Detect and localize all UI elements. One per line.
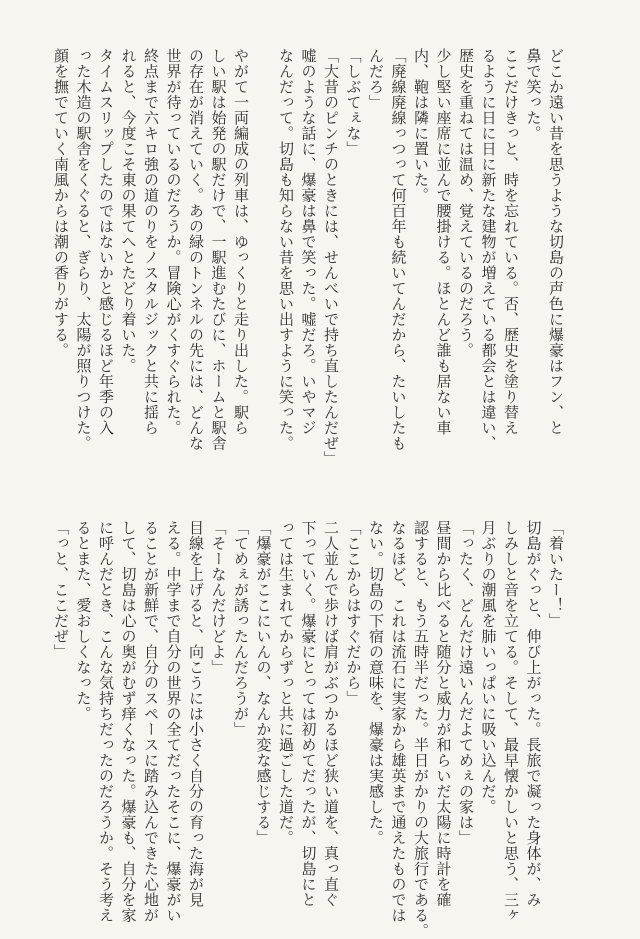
- text-line: った木造の駅舎をくぐると、ぎらり、太陽が照りつけた。: [74, 48, 93, 451]
- text-line: んだろ」: [367, 48, 385, 110]
- text-line: 嘘のような話に、爆豪は鼻で笑った。嘘だろ。いやマジ: [299, 48, 318, 436]
- text-line: 目線を上げると、向こうには小さく自分の育った海が見: [187, 520, 205, 908]
- text-line: るとまた、愛おしくなった。: [74, 520, 93, 722]
- text-line: 「てめぇが誘ったんだろうが」: [232, 520, 250, 737]
- text-line: える。中学まで自分の世界の全てだったそこに、爆豪がい: [164, 520, 183, 923]
- text-line: 「爆豪がここにいんの、なんか変な感じする」: [254, 520, 273, 846]
- text-line: 「っと、ここだぜ」: [52, 520, 70, 660]
- text-line: [252, 48, 275, 443]
- text-line: ることが新鮮で、自分のスペースに踏み込んできた心地が: [142, 520, 160, 923]
- text-line: タイムスリップしたのではないかと感じるほど年季の入: [97, 48, 115, 436]
- text-line: 歴史を重ねては温め、覚えているのだろう。: [457, 48, 475, 358]
- text-line: 認すると、もう五時半だった。半日がかりの大旅行である。: [412, 520, 430, 939]
- text-line: に呼んだとき、こんな気持ちだったのだろうか。そう考え: [97, 520, 115, 923]
- text-line: 「そーなんだけどよ」: [209, 520, 228, 675]
- lower-text-block: [52, 520, 567, 939]
- text-line: 下っていく。爆豪にとっては初めてだったが、切島にと: [299, 520, 318, 908]
- text-line: 内、鞄は隣に置いた。: [412, 48, 430, 203]
- text-line: 「廃線廃線っつって何百年も続いてんだから、たいしたも: [389, 48, 408, 451]
- text-line: 「しぶてぇな」: [344, 48, 363, 157]
- upper-text-block: [52, 48, 567, 467]
- text-line: どこか遠い昔を思うような切島の声色に爆豪はフン、と: [547, 48, 565, 436]
- text-line: 「大昔のピンチのときには、せんべいで持ち直したんだぜ」: [322, 48, 340, 467]
- text-line: 世界が待っているのだろうか。冒険心がくすぐられた。: [164, 48, 183, 436]
- text-line: 顔を撫でていく南風からは潮の香りがする。: [52, 48, 70, 358]
- text-line: 二人並んで歩けば肩がぶつかるほど狭い道を、真っ直ぐ: [322, 520, 340, 908]
- text-line: しみしと音を立てる。そして、最早懐かしいと思う、三ヶ: [502, 520, 520, 923]
- text-line: 終点まで六キロ強の道のりをノスタルジックと共に揺ら: [142, 48, 160, 436]
- text-line: 切島がぐっと、伸び上がった。長旅で凝った身体が、み: [524, 520, 543, 908]
- text-line: ここだけきっと、時を忘れている。否、歴史を塗り替え: [502, 48, 520, 436]
- text-line: れると、今度こそ東の果てへとたどり着いた。: [119, 48, 138, 374]
- text-line: なんだって。切島も知らない昔を思い出すように笑った。: [277, 48, 295, 451]
- text-line: 昼間から比べると随分と威力が和らいだ太陽に時計を確: [434, 520, 453, 908]
- text-line: 鼻で笑った。: [524, 48, 543, 141]
- text-line: やがて一両編成の列車は、ゆっくりと走り出した。駅ら: [232, 48, 250, 436]
- text-line: 「ここからはすぐだから」: [344, 520, 363, 706]
- text-line: っては生まれてからずっと共に過ごした道だ。: [277, 520, 295, 846]
- text-line: しい駅は始発の駅だけで、一駅進むたびに、ホームと駅舎: [209, 48, 228, 451]
- text-line: 「ったく、どんだけ遠いんだよてめぇの家は」: [457, 520, 475, 846]
- text-line: 月ぶりの潮風を肺いっぱいに吸い込んだ。: [479, 520, 498, 815]
- text-line: 少し堅い座席に並んで腰掛ける。ほとんど誰も居ない車: [434, 48, 453, 436]
- text-line: の存在が消えていく。あの緑のトンネルの先には、どんな: [187, 48, 205, 451]
- text-line: して、切島は心の奥がむず痒くなった。爆豪も、自分を家: [119, 520, 138, 923]
- text-line: るように日に日に新たな建物が増えている都会とは違い、: [479, 48, 498, 451]
- text-line: 「着いたー！」: [547, 520, 565, 629]
- text-line: ない。切島の下宿の意味を、爆豪は実感した。: [367, 520, 385, 846]
- text-line: なるほど、これは流石に実家から雄英まで通えたものでは: [389, 520, 408, 923]
